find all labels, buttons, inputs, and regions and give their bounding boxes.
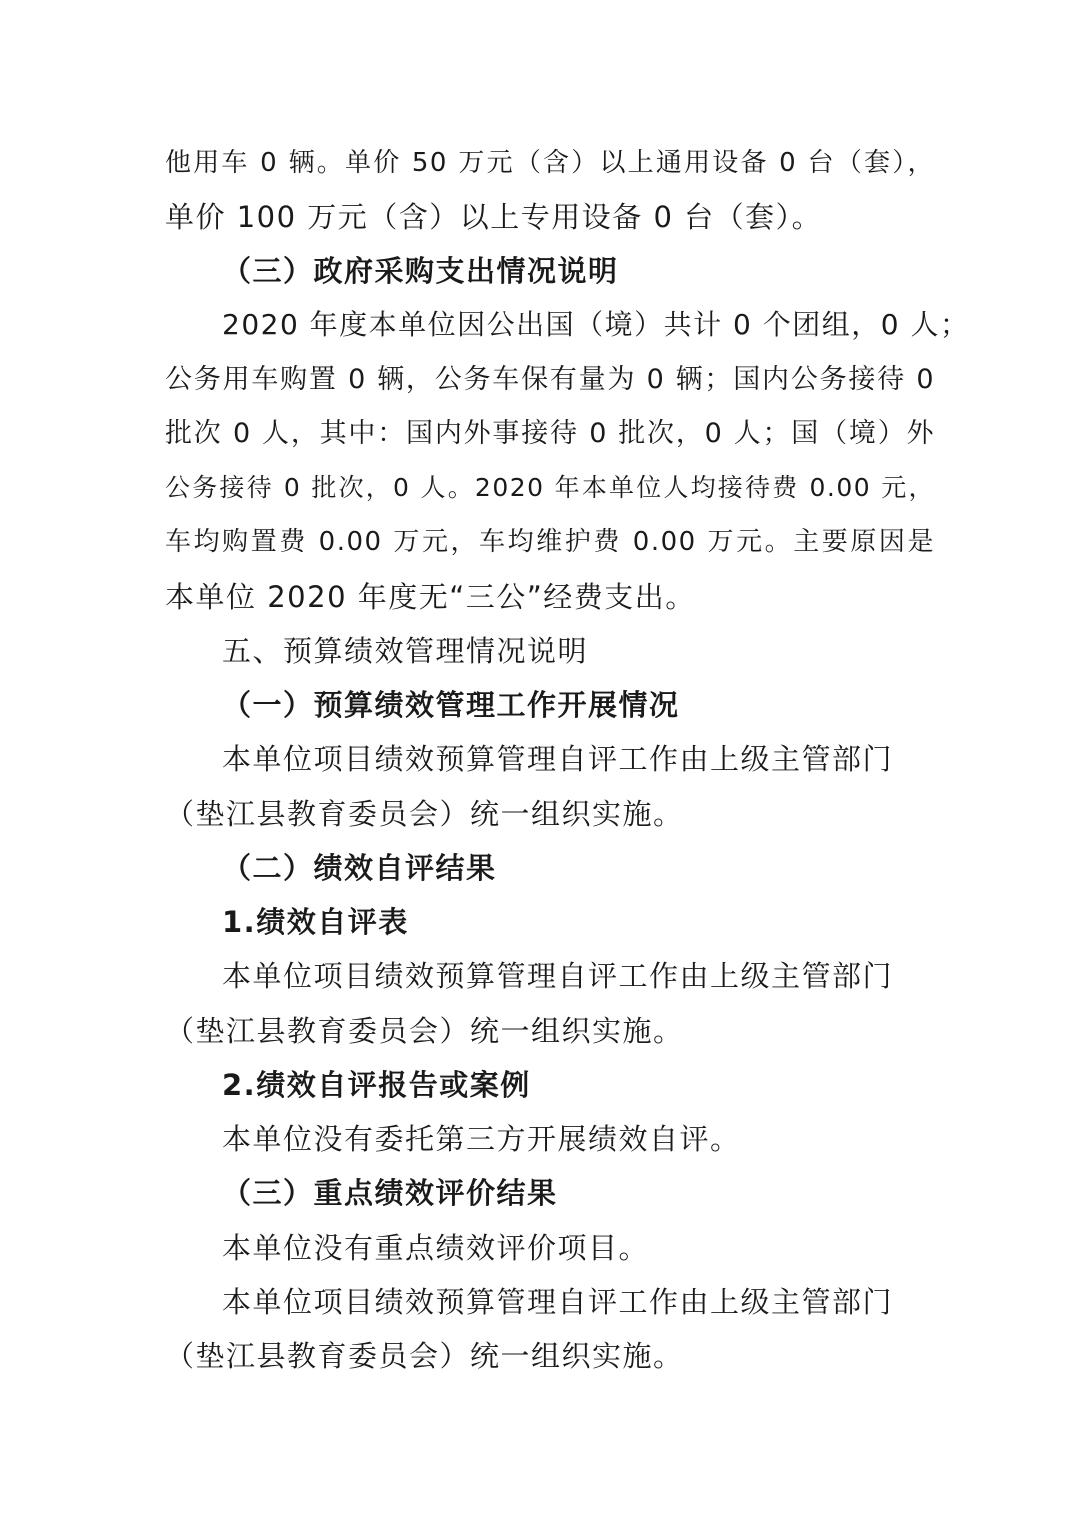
body-text-line: 车均购置费 0.00 万元，车均维护费 0.00 万元。主要原因是 [165, 527, 935, 557]
body-text-line: 本单位项目绩效预算管理自评工作由上级主管部门 [222, 742, 894, 776]
body-text-line: 本单位 2020 年度无“三公”经费支出。 [165, 580, 696, 614]
subsection-heading: （三）重点绩效评价结果 [222, 1176, 558, 1210]
body-text-line: 2020 年度本单位因公出国（境）共计 0 个团组，0 人； [222, 308, 970, 341]
subsection-heading: （一）预算绩效管理工作开展情况 [222, 688, 680, 722]
section-heading: 五、预算绩效管理情况说明 [222, 634, 589, 668]
body-text-line: 本单位没有委托第三方开展绩效自评。 [222, 1122, 741, 1156]
body-text-line: 他用车 0 辆。单价 50 万元（含）以上通用设备 0 台（套）， [165, 148, 935, 178]
body-text-line: （垫江县教育委员会）统一组织实施。 [165, 1339, 684, 1373]
subsection-heading: （二）绩效自评结果 [222, 851, 497, 885]
body-text-line: （垫江县教育委员会）统一组织实施。 [165, 1014, 684, 1048]
subsection-heading: （三）政府采购支出情况说明 [222, 254, 619, 288]
body-text-line: （垫江县教育委员会）统一组织实施。 [165, 797, 684, 831]
body-text-line: 公务用车购置 0 辆，公务车保有量为 0 辆；国内公务接待 0 [165, 364, 935, 395]
body-text-line: 本单位项目绩效预算管理自评工作由上级主管部门 [222, 959, 894, 993]
item-heading: 2.绩效自评报告或案例 [222, 1068, 531, 1102]
body-text-line: 公务接待 0 批次，0 人。2020 年本单位人均接待费 0.00 元， [165, 473, 935, 502]
item-heading: 1.绩效自评表 [222, 905, 409, 939]
body-text-line: 批次 0 人，其中：国内外事接待 0 批次，0 人；国（境）外 [165, 418, 935, 449]
body-text-line: 本单位项目绩效预算管理自评工作由上级主管部门 [222, 1285, 894, 1319]
body-text-line: 本单位没有重点绩效评价项目。 [222, 1231, 650, 1265]
body-text-line: 单价 100 万元（含）以上专用设备 0 台（套）。 [165, 200, 823, 234]
